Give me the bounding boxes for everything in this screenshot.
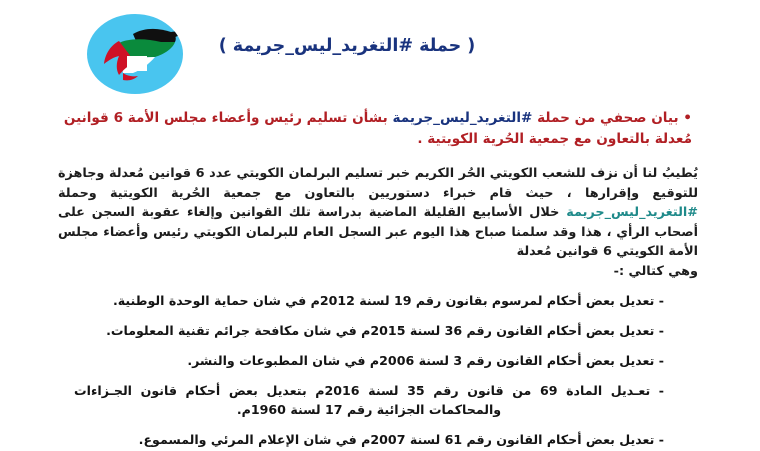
document-header — [0, 0, 760, 108]
headline-hashtag: #التغريد_ليس_جريمة — [392, 110, 533, 126]
body-hashtag: #التغريد_ليس_جريمة — [566, 205, 698, 220]
body-paragraph — [0, 164, 760, 281]
press-release-headline — [0, 108, 760, 150]
headline-bullet: • — [683, 110, 692, 126]
amended-laws-list — [0, 291, 760, 449]
list-item: - تعـديل المادة 69 من قانون رقم 35 لسنة 2016م بتعديل بعض أحكام قانون الجـزاءات والمحاكمات الجزائية رقم 17 لسنة 1960م. — [74, 383, 665, 417]
bird-icon — [87, 14, 183, 94]
list-item: - تعديل بعض أحكام القانون رقم 36 لسنة 2015م في شان مكافحة جرائم تقنية المعلومات. — [106, 323, 664, 338]
body-closing-line: وهي كتالي :- — [613, 263, 698, 279]
campaign-title: ( حملة #التغريد_ليس_جريمة ) — [218, 36, 476, 56]
body-segment-one: يُطيبُ لنا أن نزف للشعب الكويتي الحُر الكريم خبر تسليم البرلمان الكويتي عدد 6 قوانين مُعدلة وجاهزة للتوقيع وإقرارها ، حيث قام خبراء دستوريين بالتعاون مع جمعية الحُرية الكويتية وحملة — [58, 166, 698, 201]
headline-part-two: بشأن تسليم رئيس وأعضاء مجلس الأمة 6 قوانين مُعدلة بالتعاون مع جمعية الحُرية الكويتية . — [63, 110, 692, 147]
list-item: - تعديل بعض أحكام القانون رقم 61 لسنة 2007م في شان الإعلام المرئي والمسموع. — [138, 432, 664, 447]
logo-container — [87, 14, 183, 94]
list-item: - تعديل بعض أحكام القانون رقم 3 لسنة 2006م في شان المطبوعات والنشر. — [187, 353, 664, 368]
body-segment-two: خلال الأسابيع القليلة الماضية بدراسة تلك القوانين وإلغاء عقوبة السجن على أصحاب الرأي ، هذا وقد سلمنا صباح هذا اليوم عبر السجل العام للبرلمان الكويتي رئيس وأعضاء مجلس الأمة الكويتي 6 قوانين مُعدلة — [58, 205, 698, 259]
list-item: - تعديل بعض أحكام لمرسوم بقانون رقم 19 لسنة 2012م في شان حماية الوحدة الوطنية. — [112, 293, 664, 308]
kuwait-twitter-bird-logo — [87, 14, 183, 94]
headline-part-one: بيان صحفي من حملة — [532, 110, 684, 126]
